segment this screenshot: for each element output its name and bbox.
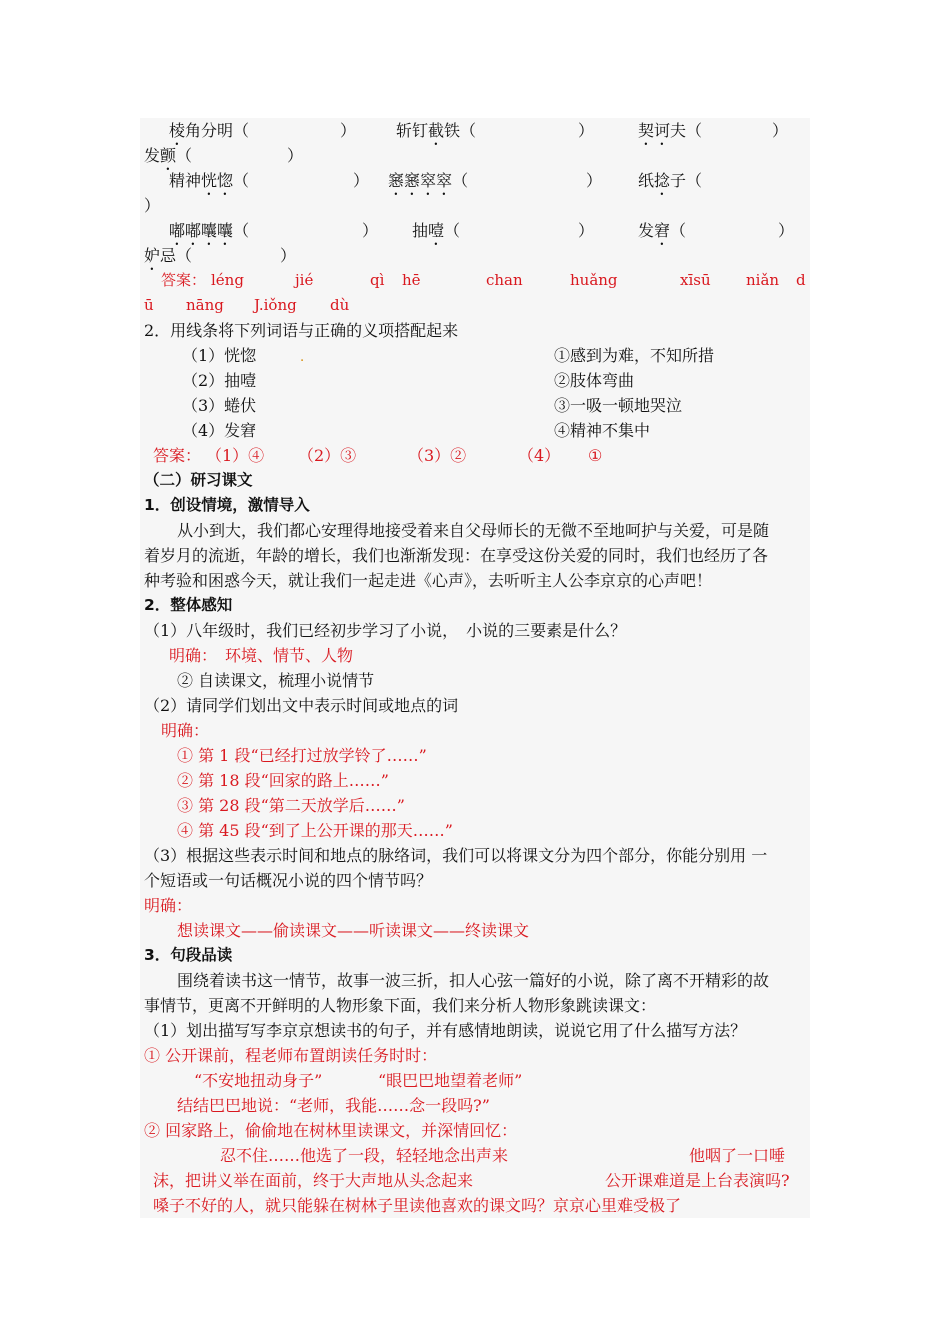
vocab-item-dudu: 嘟嘟囔囔（	[169, 221, 250, 240]
vocab-item-fachan: 发颤（	[144, 146, 193, 165]
vocab-paren-close: ）	[772, 121, 789, 140]
paragraph-line: 围绕着读书这一情节，故事一波三折，扣人心弦一篇好的小说，除了离不开精彩的故	[177, 971, 770, 990]
answer-line: 明确： 环境、情节、人物	[169, 646, 354, 665]
vocab-item-fajiong: 发窘（	[638, 221, 687, 240]
answer-item: ④ 第 45 段“到了上公开课的那天……”	[177, 821, 453, 840]
paragraph-line: 从小到大，我们都心安理得地接受着来自父母师长的无微不至地呵护与关爱，可是随	[177, 521, 770, 540]
vocab-row-3	[140, 168, 810, 193]
vocab-paren-close: ）	[340, 121, 357, 140]
subsection-title: 3．句段品读	[144, 946, 233, 964]
vocab-answer-line-1: 答案： léng jié qì hē chan huǎng xīsū niǎn d	[161, 271, 806, 289]
section-heading: （二）研习课文	[144, 471, 253, 489]
vocab-item-xixi: 窸窸窣窣（	[388, 171, 469, 190]
vocab-row-2: 发颤（ ）	[140, 143, 810, 168]
answer-item: ③ 第 28 段“第二天放学后……”	[177, 796, 405, 815]
vocab-answer-line-2: ū nāng J.iǒng dù	[144, 296, 350, 314]
vocab-item-jingshen: 精神恍惚（	[169, 171, 250, 190]
vocab-paren-close: ）	[578, 221, 595, 240]
question-line: （3）根据这些表示时间和地点的脉络词，我们可以将课文分为四个部分，你能分别用 一	[144, 846, 768, 865]
answer-line: 忍不住……他选了一段，轻轻地念出声来 他咽了一口唾	[220, 1146, 786, 1165]
answer-label: 明确：	[144, 896, 193, 915]
vocab-row-6: 妒忌（ ）	[140, 243, 810, 268]
vocab-paren-close: ）	[778, 221, 795, 240]
paragraph-line: 种考验和困惑今天，就让我们一起走进《心声》，去听听主人公李京京的心声吧！	[144, 571, 713, 590]
answer-line: 沫，把讲义举在面前，终于大声地从头念起来 公开课难道是上台表演吗?	[153, 1171, 790, 1190]
document-page	[140, 118, 810, 1218]
dot-mark: .	[300, 350, 305, 365]
paragraph-line: 着岁月的流逝，年龄的增长，我们也渐渐发现：在享受这份关爱的同时，我们也经历了各	[144, 546, 769, 565]
answer-line: 结结巴巴地说：“老师，我能……念一段吗?”	[177, 1096, 490, 1115]
answer-line: ② 回家路上，偷偷地在树林里读课文，并深情回忆：	[144, 1121, 518, 1140]
question-line: （1）八年级时，我们已经初步学习了小说， 小说的三要素是什么？	[144, 621, 627, 640]
vocab-row-5	[140, 218, 810, 243]
paragraph-line: 事情节，更离不开鲜明的人物形象下面，我们来分析人物形象跳读课文：	[144, 996, 657, 1015]
answer-line: 想读课文——偷读课文——听读课文——终读课文	[177, 921, 530, 940]
question-line: ② 自读课文，梳理小说情节	[177, 671, 375, 690]
match-row-2: （2）抽噎 ②肢体弯曲	[182, 371, 635, 390]
answer-line: 嗓子不好的人，就只能躲在树林子里读他喜欢的课文吗？京京心里难受极了	[153, 1196, 682, 1215]
vocab-row-4: ）	[144, 196, 161, 215]
answer-line: ① 公开课前，程老师布置朗读任务时时：	[144, 1046, 438, 1065]
answer-item: ① 第 1 段“已经打过放学铃了……”	[177, 746, 427, 765]
vocab-paren-close: ）	[362, 221, 379, 240]
question-line: （1）划出描写写李京京想读书的句子，并有感情地朗读，说说它用了什么描写方法？	[144, 1021, 747, 1040]
match-row-1: （1）恍惚 . ①感到为难，不知所措	[140, 343, 810, 368]
vocab-paren-close: ）	[586, 171, 603, 190]
match-title: 2．用线条将下列词语与正确的义项搭配起来	[144, 321, 459, 340]
vocab-paren-close: ）	[353, 171, 370, 190]
subsection-title: 2．整体感知	[144, 596, 233, 614]
vocab-row-1	[140, 118, 810, 143]
answer-item: ② 第 18 段“回家的路上……”	[177, 771, 389, 790]
question-line: （2）请同学们划出文中表示时间或地点的词	[144, 696, 459, 715]
subsection-title: 1．创设情境，激情导入	[144, 496, 310, 514]
answer-line: “不安地扭动身子” “眼巴巴地望着老师”	[194, 1071, 523, 1090]
vocab-item-lengjiao: 棱角分明（	[169, 121, 250, 140]
question-line: 个短语或一句话概况小说的四个情节吗？	[144, 871, 433, 890]
answer-label: 明确：	[161, 721, 210, 740]
vocab-item-chouye: 抽噎（	[412, 221, 461, 240]
match-answer: 答案： （1）④ （2）③ （3）② （4） ①	[153, 446, 603, 465]
vocab-paren-close: ）	[578, 121, 595, 140]
vocab-item-zhinianzi: 纸捻子（	[638, 171, 703, 190]
match-row-3: （3）蜷伏 ③一吸一顿地哭泣	[182, 396, 683, 415]
match-row-4: （4）发窘 ④精神不集中	[182, 421, 651, 440]
vocab-item-zhanding: 斩钉截铁（	[396, 121, 477, 140]
vocab-item-duji: 妒忌（	[144, 246, 193, 265]
vocab-item-qihefu: 契诃夫（	[638, 121, 703, 140]
